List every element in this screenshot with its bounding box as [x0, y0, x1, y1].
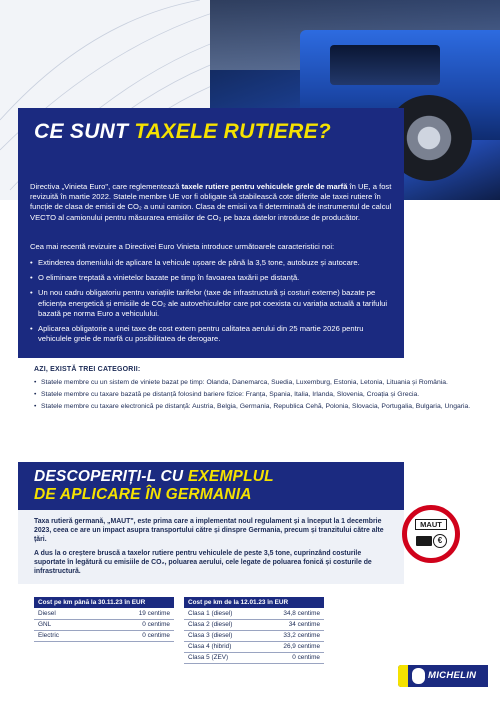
section-title-line-2: DE APLICARE ÎN GERMANIA: [34, 486, 252, 503]
intro-box: [18, 164, 404, 358]
title-highlight: TAXELE RUTIERE?: [134, 120, 332, 143]
table-header: Cost pe km până la 30.11.23 în EUR: [34, 597, 174, 608]
list-item: • Statele membre cu taxare bazată pe distanță folosind bariere fizice: Franța, Spania, Italia, Irlanda, Slovenia, Croația și Grecia.: [34, 390, 474, 399]
categories-section: [34, 366, 474, 414]
maut-sign-icon: [402, 505, 460, 563]
logo-accent: [398, 665, 408, 687]
table-row: [34, 630, 174, 641]
cost-table-before: [34, 597, 174, 642]
list-item: • Un nou cadru obligatoriu pentru variațiile tarifelor (taxe de infrastructură și costuri externe) bazate pe eficiența energetică și emisiile de CO₂ ale autovehiculelor care pot coexista cu variația actuală a tarifului bazată pe norma Euro a vehiculului.: [30, 288, 392, 319]
table-cell: 34 centime: [260, 619, 324, 630]
table-cell: 0 centime: [93, 630, 174, 641]
title-band: [18, 108, 404, 164]
table-cell: Clasa 1 (diesel): [184, 608, 260, 619]
germany-title-band: [18, 462, 404, 510]
table-cell: Clasa 4 (hibrid): [184, 641, 260, 652]
table-row: [184, 619, 324, 630]
maut-label: MAUT: [415, 519, 447, 530]
table-cell: Clasa 2 (diesel): [184, 619, 260, 630]
table-row: [34, 619, 174, 630]
categories-list: [34, 378, 474, 411]
table-cell: 33,2 centime: [260, 630, 324, 641]
table-cell: 19 centime: [93, 608, 174, 619]
list-item: • Statele membre cu taxare electronică pe distanță: Austria, Belgia, Germania, Republica Cehă, Polonia, Slovacia, Portugalia, Bulgaria, Ungaria.: [34, 402, 474, 411]
table-cell: 0 centime: [93, 619, 174, 630]
table-cell: Clasa 5 (ZEV): [184, 652, 260, 663]
truck-icon: [416, 536, 432, 546]
table-row: [184, 652, 324, 663]
germany-text: [34, 518, 390, 583]
table-cell: 26,9 centime: [260, 641, 324, 652]
table-row: [34, 608, 174, 619]
page-title: CE SUNT TAXELE RUTIERE?: [34, 120, 332, 143]
section-title-line-1: DESCOPERIȚI-L CU EXEMPLUL: [34, 468, 274, 485]
list-item: • Extinderea domeniului de aplicare la vehicule ușoare de până la 3,5 tone, autobuze și autocare.: [30, 258, 392, 268]
cost-table-after: [184, 597, 324, 664]
table-cell: GNL: [34, 619, 93, 630]
table-cell: Clasa 3 (diesel): [184, 630, 260, 641]
features-list: [30, 258, 392, 349]
germany-paragraph-1: Taxa rutieră germană, „MAUT", este prima care a implementat noul regulament și a început la 1 decembrie 2023, ceea ce are un impact asupra transportului către și dinspre Germania, precum și tranzitului către alte țări.: [34, 518, 384, 543]
bibendum-icon: [412, 668, 425, 684]
features-intro: Cea mai recentă revizuire a Directivei Euro Vinieta introduce următoarele caracteristici noi:: [30, 242, 335, 251]
table-cell: 34,8 centime: [260, 608, 324, 619]
germany-paragraph-2: A dus la o creștere bruscă a taxelor rutiere pentru vehiculele de peste 3,5 tone, cuprinzând costurile suportate în legătură cu emisiile de CO₂, poluarea aerului, cele legate de poluarea fonică și costurile de infrastructură.: [34, 550, 372, 575]
euro-icon: €: [433, 534, 447, 548]
table-header: Cost pe km de la 12.01.23 în EUR: [184, 597, 324, 608]
list-item: • Statele membre cu un sistem de viniete bazat pe timp: Olanda, Danemarca, Suedia, Luxemburg, Estonia, Letonia, Lituania și România.: [34, 378, 474, 387]
categories-heading: AZI, EXISTĂ TREI CATEGORII:: [34, 366, 141, 373]
truck-window: [330, 45, 440, 85]
list-item: • O eliminare treptată a vinietelor bazate pe timp în favoarea taxării pe distanță.: [30, 273, 392, 283]
list-item: • Aplicarea obligatorie a unei taxe de cost extern pentru calitatea aerului din 25 martie 2026 pentru vehiculele grele de marfă cu posibilitatea de derogare.: [30, 324, 392, 344]
table-cell: Diesel: [34, 608, 93, 619]
intro-paragraph: Directiva „Vinieta Euro", care reglementează taxele rutiere pentru vehiculele grele de marfă în UE, a fost revizuită în martie 2022. Statele membre UE vor fi obligate să stabilească cote diferite ale taxei rutiere în funcție de clasa de emisii de CO₂ a unui camion. Clasa de emisii va fi determinată de instrumentul de calcul VECTO al camionului pentru măsurarea emisiilor de CO₂ pe baza datelor introduse de producător.: [30, 182, 392, 222]
table-cell: 0 centime: [260, 652, 324, 663]
table-cell: Electric: [34, 630, 93, 641]
table-row: [184, 630, 324, 641]
logo-text: MICHELIN: [428, 670, 477, 681]
table-row: [184, 608, 324, 619]
table-row: [184, 641, 324, 652]
michelin-logo: [398, 665, 488, 687]
